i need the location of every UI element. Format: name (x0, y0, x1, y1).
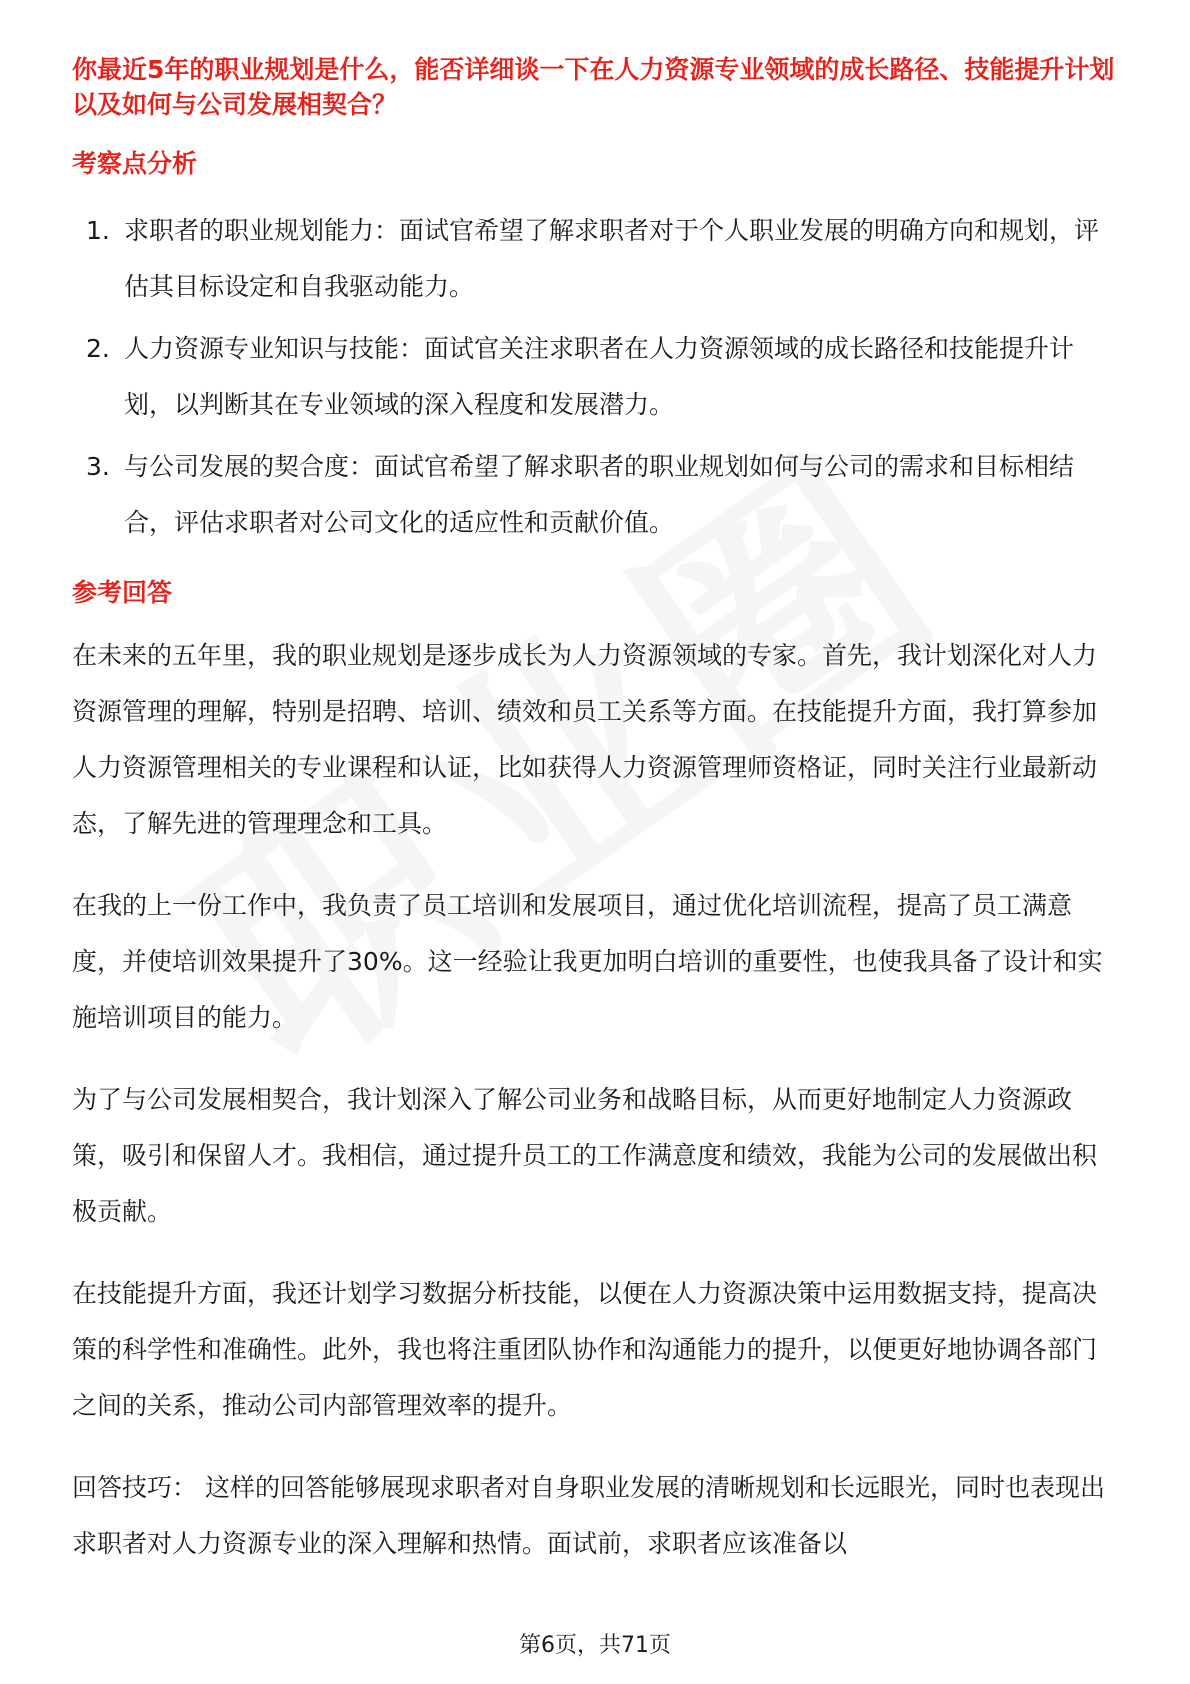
answer-paragraph: 在技能提升方面，我还计划学习数据分析技能，以便在人力资源决策中运用数据支持，提高决策的科学性和准确性。此外，我也将注重团队协作和沟通能力的提升，以便更好地协调各部门之间的关系，推动公司内部管理效率的提升。 (72, 1279, 1098, 1420)
list-text: 与公司发展的契合度：面试官希望了解求职者的职业规划如何与公司的需求和目标相结合，评估求职者对公司文化的适应性和贡献价值。 (124, 452, 1075, 537)
list-text: 人力资源专业知识与技能：面试官关注求职者在人力资源领域的成长路径和技能提升计划，以判断其在专业领域的深入程度和发展潜力。 (124, 334, 1075, 419)
analysis-title: 考察点分析 (72, 149, 198, 178)
list-item (72, 203, 1120, 315)
answer-paragraph: 在未来的五年里，我的职业规划是逐步成长为人力资源领域的专家。首先，我计划深化对人力资源管理的理解，特别是招聘、培训、绩效和员工关系等方面。在技能提升方面，我打算参加人力资源管理相关的专业课程和认证，比如获得人力资源管理师资格证，同时关注行业最新动态，了解先进的管理理念和工具。 (72, 641, 1098, 838)
answer-title: 参考回答 (72, 578, 173, 607)
answer-tips-paragraph: 回答技巧： 这样的回答能够展现求职者对自身职业发展的清晰规划和长远眼光，同时也表现出求职者对人力资源专业的深入理解和热情。面试前，求职者应该准备以 (72, 1473, 1105, 1558)
list-number: 2. (86, 334, 110, 363)
answer-paragraph: 在我的上一份工作中，我负责了员工培训和发展项目，通过优化培训流程，提高了员工满意度，并使培训效果提升了30%。这一经验让我更加明白培训的重要性，也使我具备了设计和实施培训项目的能力。 (72, 891, 1103, 1032)
document-page (72, 52, 1120, 1572)
page-number: 第6页，共71页 (519, 1633, 671, 1658)
list-number: 1. (86, 216, 110, 245)
list-item (72, 439, 1120, 551)
list-item (72, 321, 1120, 433)
list-number: 3. (86, 452, 110, 481)
answer-paragraph: 为了与公司发展相契合，我计划深入了解公司业务和战略目标，从而更好地制定人力资源政策，吸引和保留人才。我相信，通过提升员工的工作满意度和绩效，我能为公司的发展做出积极贡献。 (72, 1085, 1098, 1226)
list-text: 求职者的职业规划能力：面试官希望了解求职者对于个人职业发展的明确方向和规划，评估其目标设定和自我驱动能力。 (124, 216, 1100, 301)
analysis-list (72, 203, 1120, 551)
question-heading: 你最近5年的职业规划是什么，能否详细谈一下在人力资源专业领域的成长路径、技能提升计划以及如何与公司发展相契合？ (72, 55, 1115, 119)
